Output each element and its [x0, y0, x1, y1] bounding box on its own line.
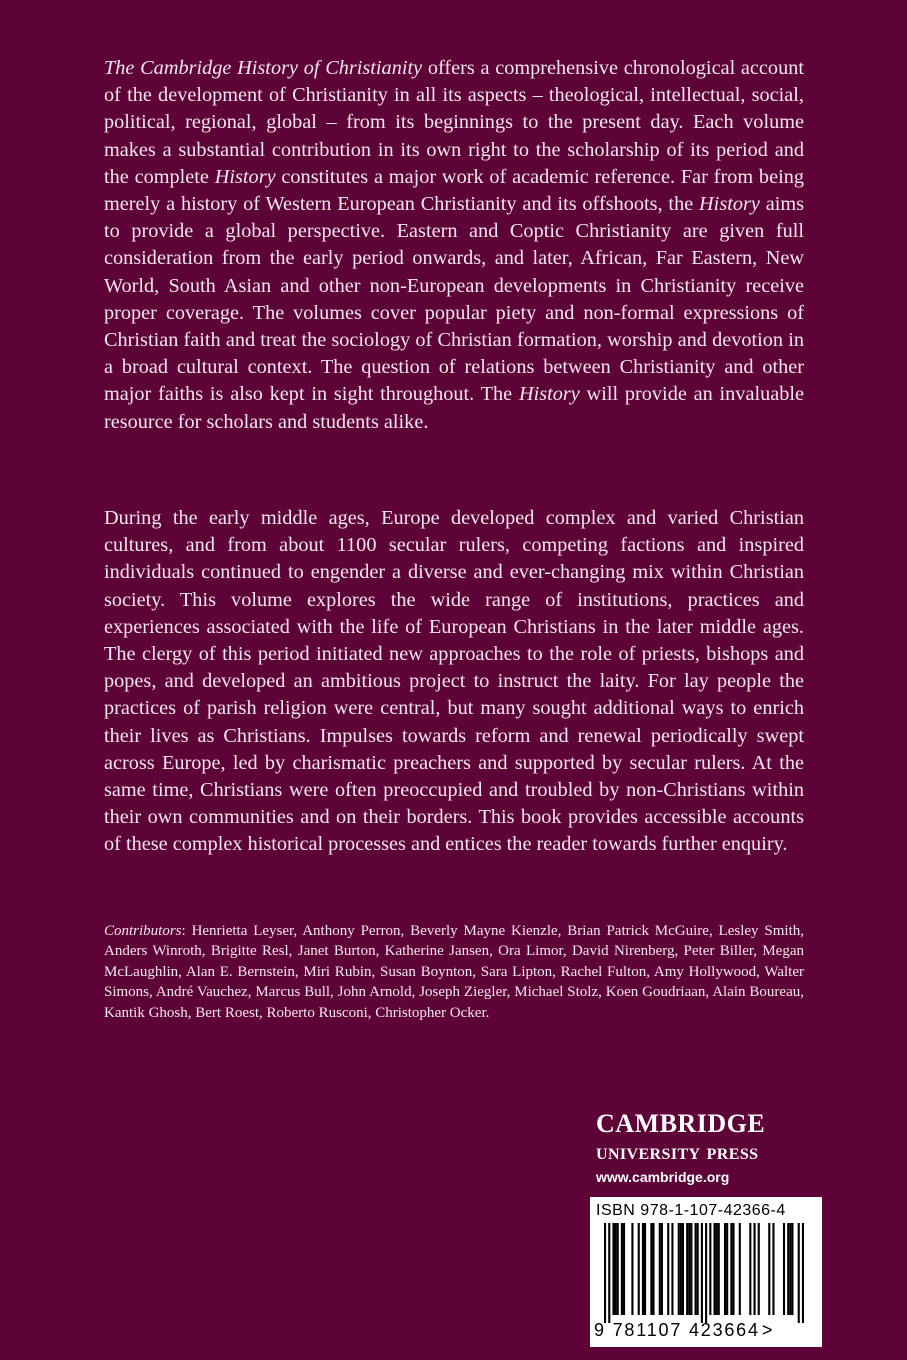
barcode-bar [789, 1223, 791, 1315]
contributors-label: Contributors [104, 923, 182, 939]
barcode-bar [695, 1223, 697, 1315]
barcode-bar [783, 1223, 785, 1315]
barcode-bar [749, 1223, 751, 1315]
publisher-url: www.cambridge.org [596, 1169, 730, 1185]
barcode-bar [671, 1223, 673, 1315]
barcode-bar [644, 1223, 646, 1315]
barcode-bar [697, 1223, 699, 1315]
isbn-barcode [590, 1197, 822, 1347]
barcode-bar [682, 1223, 684, 1315]
barcode-bar [686, 1223, 688, 1315]
barcode-bar [631, 1223, 633, 1315]
publisher-press: university press [596, 1139, 759, 1164]
barcode-bar [791, 1223, 793, 1315]
barcode-bar [621, 1223, 623, 1315]
barcode-bar [730, 1223, 732, 1315]
barcode-bar [772, 1223, 774, 1315]
barcode-bar [718, 1223, 720, 1315]
barcode-bar [638, 1223, 640, 1315]
barcode-bar [758, 1223, 760, 1315]
barcode-bar [724, 1223, 726, 1315]
contributors-names: Henrietta Leyser, Anthony Perron, Beverly Mayne Kienzle, Brian Patrick McGuire, Lesley Smith, Anders Winroth, Brigitte Resl, Janet Burton, Katherine Jansen, Ora Limor, David Nirenberg, Peter Biller, Megan McLaughlin, Alan E. Bernstein, Miri Rubin, Susan Boynton, Sara Lipton, Rachel Fulton, Amy Hollywood, Walter Simons, André Vauchez, Marcus Bull, John Arnold, Joseph Ziegler, Michael Stolz, Koen Goudriaan, Alain Boureau, Kantik Ghosh, Bert Roest, Roberto Rusconi, Christopher Ocker. [104, 923, 804, 1021]
barcode-bar [787, 1223, 789, 1315]
barcode-guard-bar [604, 1223, 606, 1323]
barcode-guard-bar [705, 1223, 707, 1323]
barcode-bar [615, 1223, 617, 1315]
barcode-bar [739, 1223, 741, 1315]
barcode-guard-bar [701, 1223, 703, 1323]
barcode-guard-bar [608, 1223, 610, 1323]
barcode-bar [726, 1223, 728, 1315]
barcode-bar [678, 1223, 680, 1315]
barcode-bar [716, 1223, 718, 1315]
barcode-bar [709, 1223, 711, 1315]
barcode-bar [642, 1223, 644, 1315]
barcode-bar [612, 1223, 614, 1315]
barcode-bar [667, 1223, 669, 1315]
barcode-bar [680, 1223, 682, 1315]
barcode-bar [617, 1223, 619, 1315]
barcode-bar [650, 1223, 652, 1315]
barcode-bar [623, 1223, 625, 1315]
series-description: The Cambridge History of Christianity offers a comprehensive chronological account of the development of Christianity in all its aspects – theological, intellectual, social, political, regional, global – from its beginnings to the present day. Each volume makes a substantial contribution in its own right to the scholarship of its period and the complete History constitutes a major work of academic reference. Far from being merely a history of Western European Christianity and its offshoots, the History aims to provide a global perspective. Eastern and Coptic Christianity are given full consideration from the early period onwards, and later, African, Far Eastern, New World, South Asian and other non-European developments in Christianity receive proper coverage. The volumes cover popular piety and non-formal expressions of Christian faith and treat the sociology of Christian formation, worship and devotion in a broad cultural context. The question of relations between Christianity and other major faiths is also kept in sight throughout. The History will provide an invaluable resource for scholars and students alike. [104, 57, 805, 433]
barcode-bar [688, 1223, 690, 1315]
barcode-bar [732, 1223, 734, 1315]
volume-description: During the early middle ages, Europe developed complex and varied Christian cultures, and from about 1100 secular rulers, competing factions and inspired individuals continued to engender a diverse and ever-changing mix within Christian society. This volume explores the wide range of institutions, practices and experiences associated with the life of European Christians in the later middle ages. The clergy of this period initiated new approaches to the role of priests, bishops and popes, and developed an ambitious project to instruct the laity. For lay people the practices of parish religion were central, but many sought additional ways to enrich their lives as Christians. Impulses towards reform and renewal periodically swept across Europe, led by charismatic preachers and supported by secular rulers. At the same time, Christians were often preoccupied and troubled by non-Christians within their own communities and on their borders. This book provides accessible accounts of these complex historical processes and entices the reader towards further enquiry. [104, 507, 804, 856]
contributors-list: Contributors: Henrietta Leyser, Anthony Perron, Beverly Mayne Kienzle, Brian Patrick McGuire, Lesley Smith, Anders Winroth, Brigitte Resl, Janet Burton, Katherine Jansen, Ora Limor, David Nirenberg, Peter Biller, Megan McLaughlin, Alan E. Bernstein, Miri Rubin, Susan Boynton, Sara Lipton, Rachel Fulton, Amy Hollywood, Walter Simons, André Vauchez, Marcus Bull, John Arnold, Joseph Ziegler, Michael Stolz, Koen Goudriaan, Alain Boureau, Kantik Ghosh, Bert Roest, Roberto Rusconi, Christopher Ocker. [104, 923, 804, 1021]
publisher-logo [596, 1100, 826, 1188]
barcode-bar [768, 1223, 770, 1315]
isbn-label: ISBN 978-1-107-42366-4 [596, 1202, 786, 1219]
barcode-guard-bar [802, 1223, 804, 1323]
barcode-guard-bar [798, 1223, 800, 1323]
series-title: The Cambridge History of Christianity [104, 57, 423, 79]
barcode-bar [713, 1223, 715, 1315]
barcode-bar [652, 1223, 654, 1315]
barcode-bars [604, 1223, 804, 1323]
barcode-bar [690, 1223, 692, 1315]
barcode-bar [659, 1223, 661, 1315]
barcode-bar [753, 1223, 755, 1315]
publisher-name: cambridge [596, 1100, 766, 1141]
barcode-digits: 9 781107 423664 > [594, 1320, 775, 1340]
barcode-bar [661, 1223, 663, 1315]
